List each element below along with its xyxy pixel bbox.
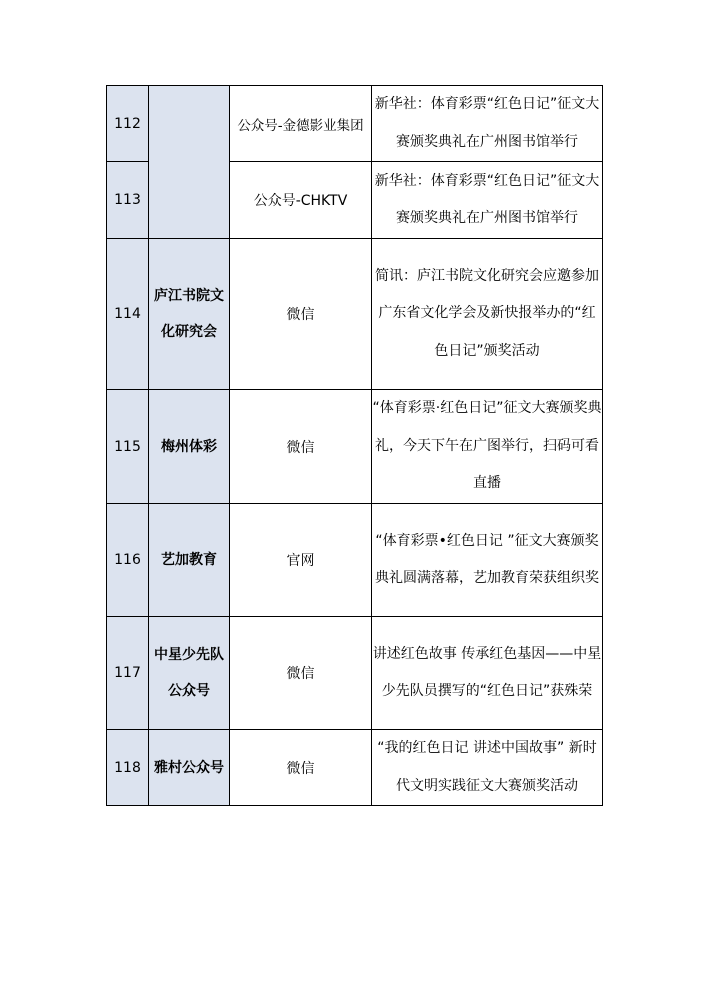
row-number: 115 — [107, 390, 149, 504]
platform-cell: 官网 — [230, 504, 372, 617]
row-number: 116 — [107, 504, 149, 617]
organization-cell: 雅村公众号 — [149, 730, 230, 806]
platform-cell: 微信 — [230, 617, 372, 730]
organization-cell: 庐江书院文化研究会 — [149, 239, 230, 390]
row-number: 112 — [107, 86, 149, 162]
platform-cell: 微信 — [230, 390, 372, 504]
article-title-cell: 新华社：体育彩票“红色日记”征文大赛颁奖典礼在广州图书馆举行 — [372, 86, 603, 162]
table-row — [107, 390, 603, 504]
article-title-cell: 简讯：庐江书院文化研究会应邀参加广东省文化学会及新快报举办的“红色日记”颁奖活动 — [372, 239, 603, 390]
row-number: 118 — [107, 730, 149, 806]
row-number: 113 — [107, 162, 149, 239]
table-row — [107, 730, 603, 806]
organization-cell: 艺加教育 — [149, 504, 230, 617]
article-title-cell: “体育彩票·红色日记”征文大赛颁奖典礼，今天下午在广图举行，扫码可看直播 — [372, 390, 603, 504]
table-row — [107, 86, 603, 162]
row-number: 114 — [107, 239, 149, 390]
platform-cell: 微信 — [230, 730, 372, 806]
platform-cell: 公众号-金德影业集团 — [230, 86, 372, 162]
organization-cell: 中星少先队公众号 — [149, 617, 230, 730]
platform-cell: 微信 — [230, 239, 372, 390]
article-title-cell: “我的红色日记 讲述中国故事” 新时代文明实践征文大赛颁奖活动 — [372, 730, 603, 806]
platform-cell: 公众号-CHKTV — [230, 162, 372, 239]
table-row — [107, 617, 603, 730]
table-row — [107, 504, 603, 617]
row-number: 117 — [107, 617, 149, 730]
article-title-cell: 讲述红色故事 传承红色基因——中星少先队员撰写的“红色日记”获殊荣 — [372, 617, 603, 730]
organization-cell: 梅州体彩 — [149, 390, 230, 504]
table-row — [107, 239, 603, 390]
media-coverage-table — [106, 85, 603, 806]
article-title-cell: “体育彩票•红色日记 ”征文大赛颁奖典礼圆满落幕，艺加教育荣获组织奖 — [372, 504, 603, 617]
article-title-cell: 新华社：体育彩票“红色日记”征文大赛颁奖典礼在广州图书馆举行 — [372, 162, 603, 239]
organization-cell — [149, 86, 230, 239]
